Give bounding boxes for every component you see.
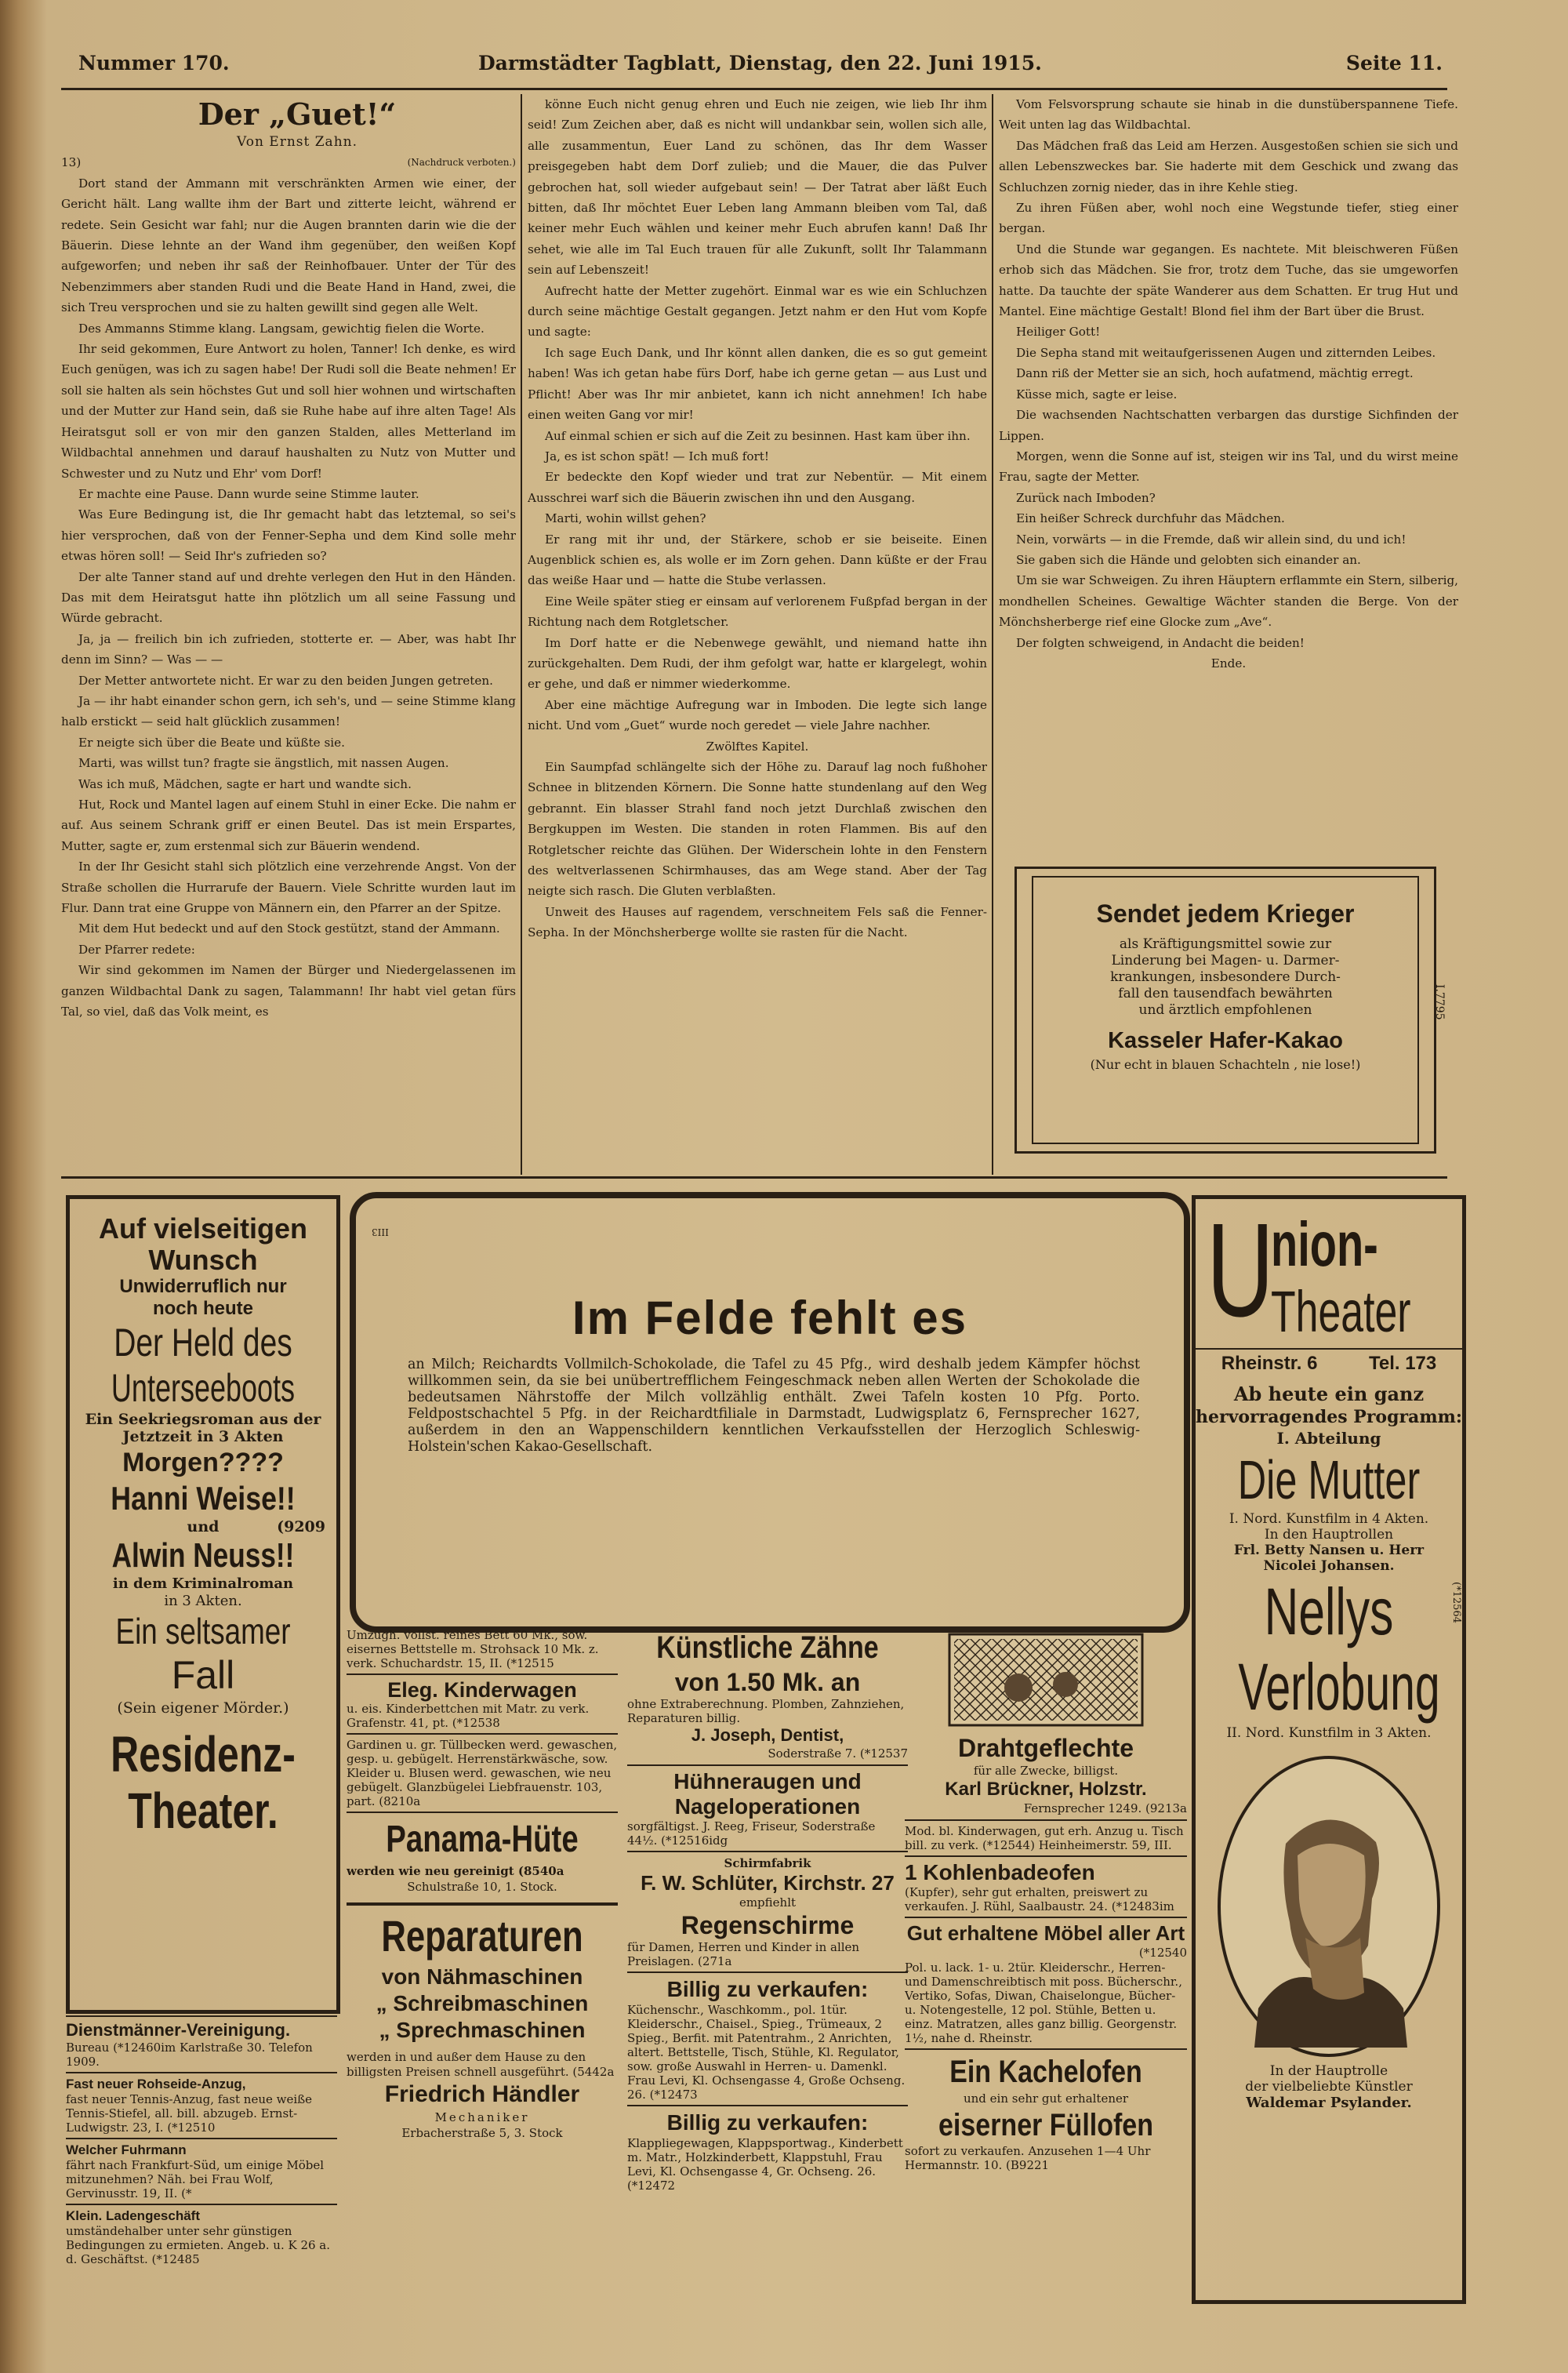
union-line-4: Die Mutter [1237, 1449, 1421, 1510]
union-logo [1196, 1196, 1462, 1350]
res-line-4: noch heute [152, 1298, 253, 1319]
story-paragraph: Das Mädchen fraß das Leid am Herzen. Ausgestoßen schien sie sich und allen Lebenszweckes bar. Sie haderte mit dem Geschick und zwang das Schluchzen zornig nieder, das in ihre Kehle stieg. [999, 138, 1458, 194]
billig1-title: Billig zu verkaufen: [666, 1977, 869, 2001]
story-paragraph: Der Pfarrer redete: [78, 942, 195, 957]
story-paragraph: Eine Weile später stieg er einsam auf verlorenem Fußpfad bergan in der Richtung nach dem Rotgletscher. [528, 594, 987, 630]
actor-portrait-image [1211, 1750, 1446, 2063]
kakao-code: I.7795 [1433, 984, 1446, 1020]
classified-ad-title: Welcher Fuhrmann [66, 2142, 187, 2157]
billig2-text: Klappliegewagen, Klappsportwag., Kinderbett m. Matr., Holzkinderbett, Klappstuhl, Frau Levi, Kl. Ochsengasse 4, Gr. Ochseng. 26. (*12472 [627, 2136, 903, 2193]
reprint-note: (Nachdruck verboten.) [407, 157, 516, 169]
story-paragraph: Zurück nach Imboden? [1016, 490, 1156, 505]
classified-ad-text: Bureau (*12460im Karlstraße 30. Telefon 1909. [66, 2040, 313, 2069]
kakao-product: Kasseler Hafer-Kakao [1108, 1028, 1343, 1053]
res-line-13: in dem Kriminalroman [112, 1575, 294, 1592]
story-paragraph: Der Metter antwortete nicht. Er war zu den beiden Jungen getreten. [78, 673, 493, 688]
story-paragraph: Ein heißer Schreck durchfuhr das Mädchen. [1016, 511, 1285, 526]
classified-ad-text: fährt nach Frankfurt-Süd, um einige Möbel mitzunehmen? Näh. bei Frau Wolf, Gervinusstr. 19, II. (* [66, 2158, 325, 2200]
small-ads-left [66, 2015, 337, 2345]
moebel-text: Pol. u. lack. 1- u. 2tür. Kleiderschr., Herren- und Damenschreibtisch mit poss. Bücherschr., Vertiko, Sofas, Diwan, Chaiselongue, Bücher- u. Notengestelle, 12 pol. Stühle, Betten u. einz. Matratzen, alles ganz billig. Georgenstr. 1½, nahe d. Rheinstr. [905, 1961, 1182, 2045]
union-line-13: der vielbeliebte Künstler [1245, 2079, 1413, 2095]
rep-text: werden in und außer dem Hause zu den billigsten Preisen schnell ausgeführt. (5442a [347, 2050, 615, 2079]
story-paragraph: Des Ammanns Stimme klang. Langsam, gewichtig fielen die Worte. [78, 321, 485, 336]
res-line-6: Unterseeboots [111, 1366, 296, 1410]
story-paragraph: könne Euch nicht genug ehren und Euch nie zeigen, wie lieb Ihr ihm seid! Zum Zeichen aber, daß es nicht will undankbar sein, wollen sich alle, alle zusammentun, Euer Land zu schönen, das Ihr dem Wasser preisgegeben habt dem Dorf zulieb; und die Mauer, die das Pulver gebrochen hat, soll wieder aufgebaut sein! — Der Tatrat aber läßt Euch bitten, daß Ihr möchtet Euer Leben lang Ammann bleiben vom Tal, daß keiner mehr Euch wählen und keiner mehr Euch abrufen kann! Daß Ihr sehet, wie alle im Tal Euch trauen für alle Zukunft, sollt Ihr Talammann sein auf Lebenszeit! [528, 97, 987, 278]
zaehne-price: von 1.50 Mk. an [674, 1668, 861, 1696]
page-number: Seite 11. [1345, 52, 1443, 74]
story-paragraph: Aber eine mächtige Aufregung war in Imboden. Die legte sich lange nicht. Und vom „Guet“ wurde noch geredet — viele Jahre nachher. [528, 697, 987, 733]
union-line-11: II. Nord. Kunstfilm in 3 Akten. [1226, 1725, 1432, 1741]
story-paragraph: Morgen, wenn die Sonne auf ist, steigen wir ins Tal, und du wirst meine Frau, sagte der Metter. [999, 449, 1458, 485]
small-ads-col4 [905, 1628, 1187, 2345]
res-line-10: Hanni Weise!! [111, 1480, 296, 1517]
kakao-note: (Nur echt in blauen Schachteln , nie lose!) [1090, 1057, 1361, 1072]
fuellofen-title: eiserner Füllofen [938, 2108, 1153, 2142]
billig1-text: Küchenschr., Waschkomm., pol. 1tür. Kleiderschr., Chaisel., Spieg., Trümeaux, 2 Spieg., Berfit. mit Patentrahm., 2 Anrichten, altert. Bettstelle, Tisch, Stühle, Kl. Regulator, sow. große Auswahl in Herren- u. Damenkl. Frau Levi, Kl. Ochsengasse 4, Große Ochseng. 26. (*12473 [627, 2003, 906, 2102]
story-title: Der „Guet!“ [198, 97, 397, 132]
drahtgeflechte-title: Drahtgeflechte [957, 1734, 1134, 1762]
kakao-title: Sendet jedem Krieger [1096, 899, 1355, 928]
union-code: (*12564 [1450, 1582, 1462, 1623]
story-paragraph: Was Eure Bedingung ist, die Ihr gemacht habt das letztemal, so sei's hier versprochen, daß von der Fenner-Sepha und dem Kind solle mehr etwas hören soll! — Seid Ihr's zufrieden so? [61, 507, 516, 564]
story-paragraph: Küsse mich, sagte er leise. [1016, 387, 1178, 402]
kakao-ad [1005, 859, 1446, 1161]
reparaturen-title: Reparaturen [381, 1911, 583, 1961]
classified-ad [66, 2138, 337, 2204]
kachelofen-text: und ein sehr gut erhaltener [963, 2091, 1129, 2106]
classified-ad-title: Dienstmänner-Vereinigung. [66, 2020, 291, 2040]
story-paragraph: Er machte eine Pause. Dann wurde seine Stimme lauter. [78, 486, 419, 501]
story-paragraph: In der Ihr Gesicht stahl sich plötzlich eine verzehrende Angst. Von der Straße schollen die Hurrarufe der Bauern. Viele Schritte wurden laut im Flur. Dann trat eine Gruppe von Männern ein, den Pfarrer an der Spitze. [61, 859, 516, 916]
story-paragraph: Im Dorf hatte er die Nebenwege gewählt, und niemand hatte ihn zurückgehalten. Dem Rudi, der ihm gefolgt war, hatte er klargelegt, wohin er gehe, und daß er nimmer wiederkomme. [528, 635, 987, 692]
union-contact [1196, 1350, 1462, 1378]
rep-name: Friedrich Händler [384, 2081, 580, 2107]
story-column-3 [999, 94, 1458, 849]
kakao-line: Linderung bei Magen- u. Darmer- [1111, 953, 1340, 968]
kakao-line: krankungen, insbesondere Durch- [1110, 969, 1341, 985]
story-paragraph: Mit dem Hut bedeckt und auf den Stock gestützt, stand der Ammann. [78, 921, 500, 936]
schirm-text: für Damen, Herren und Kinder in allen Preislagen. (271a [627, 1940, 860, 1968]
panama-address: Schulstraße 10, 1. Stock. [407, 1880, 557, 1894]
res-line-11-row [70, 1517, 336, 1536]
story-paragraph: Heiliger Gott! [1016, 325, 1101, 340]
union-line-12: In der Hauptrolle [1269, 2063, 1388, 2079]
res-line-12: Alwin Neuss!! [111, 1536, 295, 1575]
classified-ad [66, 2015, 337, 2072]
story-paragraph: Er neigte sich über die Beate und küßte sie. [78, 735, 345, 750]
moebel-code: (*12540 [1138, 1946, 1187, 1960]
res-line-16: Fall [171, 1653, 235, 1697]
union-line-6: In den Hauptrollen [1264, 1527, 1394, 1543]
issue-number: Nummer 170. [78, 52, 230, 74]
drahtgeflechte-text: für alle Zwecke, billigst. [973, 1764, 1119, 1778]
res-line-18: Residenz- [111, 1726, 296, 1782]
union-big-letter: U [1207, 1196, 1274, 1345]
story-paragraph: Der alte Tanner stand auf und drehte verlegen den Hut in den Händen. Das mit dem Heiratsgut hatte ihn plötzlich um all seine Fassung und Würde gebracht. [61, 569, 516, 626]
story-paragraph: Er rang mit ihr und, der Stärkere, schob er sie beiseite. Einen Augenblick schien es, als wolle er im Zorn gehen. Dann küßte er der Frau das weiße Haar und — hatte die Stube verlassen. [528, 532, 987, 588]
wire-mesh-image [948, 1633, 1144, 1727]
story-paragraph: Zu ihren Füßen aber, wohl noch eine Wegstunde tiefer, stieg einer bergan. [999, 201, 1458, 236]
panama-title: Panama-Hüte [386, 1819, 579, 1860]
union-name-2: Theater [1271, 1279, 1411, 1344]
reichardt-chocolate-ad [350, 1192, 1190, 1633]
union-line-1: Ab heute ein ganz [1233, 1383, 1425, 1405]
zaehne-address: Soderstraße 7. (*12537 [768, 1746, 908, 1761]
story-paragraph: Was ich muß, Mädchen, sagte er hart und wandte sich. [78, 776, 412, 791]
rep-address: Erbacherstraße 5, 3. Stock [401, 2126, 563, 2140]
billig2-title: Billig zu verkaufen: [666, 2110, 869, 2135]
res-code: (9209 [277, 1518, 325, 1535]
small-ads-col2 [347, 1628, 618, 2345]
classified-ad-title: Klein. Ladengeschäft [66, 2208, 200, 2223]
reichardt-text: an Milch; Reichardts Vollmilch-Schokolade, die Tafel zu 45 Pfg., wird deshalb jedem Kämpfer höchst willkommen sein, da sie bei unübertrefflichem Feingeschmack neben allen Werten der Schokolade die bedeutsamen Nährstoffe der Milch vollzählig enthält. Zwei Tafeln kosten 10 Pfg. Porto. Feldpostschachtel 5 Pfg. in der Reichardtfiliale in Darmstadt, Ludwigsplatz 6, Fernsprecher 1627, außerdem in den an Wappenschildern kenntlichen Verkaufsstellen der Herzoglich Schleswig-Holstein'schen Kakao-Gesellschaft. [408, 1357, 1140, 1455]
story-paragraph: Zwölftes Kapitel. [706, 739, 809, 754]
classified-ad-text: umständehalber unter sehr günstigen Bedingungen zu ermieten. Angeb. u. K 26 a. d. Geschäftst. (*12485 [66, 2224, 331, 2266]
story-paragraph: Marti, was willst tun? fragte sie ängstlich, mit nassen Augen. [78, 756, 449, 771]
zaehne-title: Künstliche Zähne [656, 1630, 879, 1665]
story-meta [61, 152, 516, 173]
story-paragraph: Ihr seid gekommen, Eure Antwort zu holen, Tanner! Ich denke, es wird Euch genügen, was ich zu sagen habe! Der Rudi soll die Beate nehmen! Er soll sie halten als sein höchstes Gut und soll hier wohnen und wirtschaften und der Mutter zur Hand sein, daß sie Ruhe habe auf ihre alten Tage! Als Heiratsgut soll er von mir den ganzen Stalden, alles Metterland im Wildbachtal annehmen und darauf haushalten zu Nutz von Mutter und Schwester und zu Nutz und Ehr' vom Dorf! [61, 342, 516, 481]
story-paragraph: Ende. [1210, 656, 1247, 670]
union-line-8: Nicolei Johansen. [1263, 1558, 1395, 1574]
res-line-11: und [187, 1518, 220, 1535]
gardinen-ad: Gardinen u. gr. Tüllbecken werd. gewaschen, gesp. u. gebügelt. Herrenstärkwäsche, sow. Kleider u. Blusen werd. gewaschen, wie neu gebügelt. Glanzbügelei Liebfrauenstr. 103, part. (8210a [347, 1738, 618, 1808]
union-line-10: Verlobung [1238, 1650, 1440, 1724]
res-line-15: Ein seltsamer [115, 1611, 291, 1652]
kachelofen-title: Ein Kachelofen [949, 2055, 1142, 2089]
story-paragraph: Marti, wohin willst gehen? [545, 511, 706, 526]
story-paragraph: Ja — ihr habt einander schon gern, ich seh's, und — seine Stimme klang halb erstickt — seid halt glücklich zusammen! [61, 693, 516, 729]
story-paragraph: Unweit des Hauses auf ragendem, verschneitem Fels saß die Fenner-Sepha. In der Mönchsherberge wollte sie rasten für die Nacht. [528, 904, 987, 940]
res-line-9: Morgen???? [122, 1448, 284, 1477]
schirm-name: F. W. Schlüter, Kirchstr. 27 [641, 1871, 895, 1895]
story-paragraph: Auf einmal schien er sich auf die Zeit zu besinnen. Hast kam über ihn. [545, 428, 971, 443]
drahtgeflechte-name: Karl Brückner, Holzstr. [945, 1779, 1147, 1800]
column-divider-1 [521, 94, 522, 1175]
union-line-7: Frl. Betty Nansen u. Herr [1233, 1543, 1425, 1558]
classified-ad [66, 2204, 337, 2269]
story-author: Von Ernst Zahn. [237, 134, 358, 150]
kakao-line: als Kräftigungsmittel sowie zur [1119, 936, 1332, 952]
rep-job: Mechaniker [434, 2110, 530, 2124]
regenschirme-title: Regenschirme [681, 1911, 855, 1939]
story-paragraph: Wir sind gekommen im Namen der Bürger und Niedergelassenen im ganzen Wildbachtal Dank zu sagen, Talammann! Ihr habt viel getan fürs Tal, so viel, daß das Volk meint, es [61, 963, 516, 1019]
union-name-1: nion- [1271, 1209, 1378, 1279]
page-header [78, 52, 1443, 83]
union-theater-ad [1192, 1195, 1466, 2304]
reichardt-title: Im Felde fehlt es [572, 1292, 968, 1344]
zaehne-name: J. Joseph, Dentist, [691, 1725, 844, 1745]
story-paragraph: Hut, Rock und Mantel lagen auf einem Stuhl in einer Ecke. Die nahm er auf. Aus seinem Schrank griff er einen Beutel. Das ist mein Erspartes, Mutter, sagte er, zum erstenmal sich zur Bäuerin wendend. [61, 798, 516, 853]
residenz-theater-ad [66, 1195, 340, 2014]
schirm-empfiehlt: empfiehlt [739, 1895, 797, 1910]
chapter-number: 13) [61, 155, 82, 170]
zaehne-text: ohne Extraberechnung. Plomben, Zahnziehen, Reparaturen billig. [627, 1697, 905, 1725]
drahtgeflechte-tel: Fernsprecher 1249. (9213a [1023, 1801, 1187, 1815]
res-line-5: Der Held des [114, 1321, 292, 1365]
union-line-14: Waldemar Psylander. [1246, 2095, 1412, 2111]
rep-line-3: „ Sprechmaschinen [379, 2018, 586, 2042]
column-divider-2 [992, 94, 993, 1175]
story-paragraph: Der folgten schweigend, in Andacht die beiden! [1016, 635, 1305, 650]
hueneraugen-text: sorgfältigst. J. Reeg, Friseur, Soderstraße 44½. (*12516idg [627, 1819, 876, 1848]
union-address: Rheinstr. 6 [1221, 1353, 1318, 1374]
story-paragraph: Sie gaben sich die Hände und gelobten sich einander an. [1016, 552, 1361, 567]
rep-line-1: von Nähmaschinen [381, 1964, 583, 1989]
story-paragraph: Ich sage Euch Dank, und Ihr könnt allen danken, die es so gut gemeint haben! Was ich getan habe fürs Dorf, habe ich gerne getan — aus Lust und Pflicht! Aber was Ihr mir anbietet, kann ich nicht annehmen! Ich habe einen weiten Gang vor mir! [528, 345, 987, 423]
story-paragraph: Ja, ja — freilich bin ich zufrieden, stotterte er. — Aber, was habt Ihr denn im Sinn? — Was — — [61, 631, 516, 667]
hueneraugen-title: Hühneraugen und Nageloperationen [673, 1769, 862, 1819]
small-ads-col3 [627, 1628, 908, 2345]
story-paragraph: Dann riß der Metter sie an sich, hoch aufatmend, mächtig erregt. [1016, 366, 1414, 381]
res-line-14: in 3 Akten. [164, 1593, 242, 1609]
res-line-3: Unwiderruflich nur [119, 1276, 287, 1297]
union-line-3: I. Abteilung [1276, 1429, 1381, 1448]
rep-line-2: „ Schreibmaschinen [376, 1991, 589, 2015]
kohlenbadeofen-text: (Kupfer), sehr gut erhalten, preiswert zu verkaufen. J. Rühl, Saalbaustr. 24. (*12483im [905, 1885, 1174, 1913]
schirm-top: Schirmfabrik [724, 1856, 811, 1870]
fuellofen-text: sofort zu verkaufen. Anzusehen 1—4 Uhr Hermannstr. 10. (B9221 [905, 2144, 1151, 2172]
kakao-line: und ärztlich empfohlenen [1138, 1002, 1312, 1018]
res-line-1: Auf vielseitigen [98, 1212, 308, 1245]
story-paragraph: Die Sepha stand mit weitaufgerissenen Augen und zitternden Leibes. [1016, 345, 1436, 360]
kinderwagen2-ad: Mod. bl. Kinderwagen, gut erh. Anzug u. Tisch bill. zu verk. (*12544) Heinheimerstr. 59, III. [905, 1824, 1184, 1852]
union-line-9: Nellys [1264, 1575, 1394, 1648]
story-paragraph: Nein, vorwärts — in die Fremde, daß wir allein sind, du und ich! [1016, 532, 1406, 547]
newspaper-dateline: Darmstädter Tagblatt, Dienstag, den 22. Juni 1915. [478, 52, 1042, 74]
umzug-ad: Umzugh. vollst. reines Bett 60 Mk., sow. eisernes Bettstelle m. Strohsack 10 Mk. z. verk. Schuchardstr. 15, II. (*12515 [347, 1628, 599, 1670]
story-paragraph: Um sie war Schweigen. Zu ihren Häuptern erflammte ein Stern, silberig, mondhellen Scheines. Gewaltige Wächter standen die Berge. Von der Mönchsherberge rief eine Glocke zum „Ave“. [999, 573, 1458, 630]
ads-separator [61, 1176, 1447, 1179]
union-line-2: hervorragendes Programm: [1196, 1407, 1462, 1427]
story-paragraph: Und die Stunde war gegangen. Es nachtete. Mit bleischweren Füßen erhob sich das Mädchen. Sie fror, trotz dem Tuche, das sie umgeworfen hatte. Da tauchte der späte Wanderer aus dem Schatten. Er trug Hut und Mantel. Eine mächtige Gestalt! Blond fiel ihm der Bart über die Brust. [999, 242, 1458, 319]
story-paragraph: Dort stand der Ammann mit verschränkten Armen wie einer, der Gericht hält. Lang wallte ihm der Bart und zitterte leicht, während er redete. Sein Gesicht war fahl; nur die Augen brannten darin wie die der Bäuerin. Diese lehnte an der Wand ihm gegenüber, den weißen Kopf aufgeworfen; und neben ihr saß der Reinhofbauer. Unter der Tür des Nebenzimmers aber standen Rudi und die Beate Hand in Hand, zwei, die sich Treu versprochen und sie zu halten gewillt sind gegen alle Welt. [61, 176, 516, 315]
classified-ad [66, 2072, 337, 2138]
story-paragraph: Die wachsenden Nachtschatten verbargen das durstige Sichfinden der Lippen. [999, 408, 1458, 443]
kinderwagen-text: u. eis. Kinderbettchen mit Matr. zu verk. Grafenstr. 41, pt. (*12538 [347, 1702, 590, 1730]
res-line-17: (Sein eigener Mörder.) [117, 1699, 289, 1717]
res-line-8: Jetztzeit in 3 Akten [122, 1428, 284, 1445]
kakao-text [1033, 936, 1417, 1019]
story-paragraph: Aufrecht hatte der Metter zugehört. Einmal war es wie ein Schluchzen durch seine mächtige Gestalt gegangen. Jetzt nahm er den Hut vom Kopfe und sagte: [528, 283, 987, 340]
res-line-7: Ein Seekriegsroman aus der [85, 1411, 321, 1428]
story-paragraph: Ein Saumpfad schlängelte sich der Höhe zu. Darauf lag noch fußhoher Schnee in blitzenden Körnern. Die Sonne hatte stundenlang auf den Weg gebrannt. Ein blasser Strahl fand noch jetzt Durchlaß zwischen den Bergkuppen im Westen. Die standen in roten Flammen. Bis auf den Rotgletscher reichte das Glühen. Der Widerschein lohte in den Fenstern des weltverlassenen Schirmhauses, das am Wege stand. Aber der Tag neigte sich rasch. Die Gluten verblaßten. [528, 760, 987, 899]
kohlenbadeofen-title: 1 Kohlenbadeofen [905, 1860, 1095, 1884]
header-rule [61, 88, 1447, 90]
classified-ad-title: Fast neuer Rohseide-Anzug, [66, 2077, 246, 2091]
panama-text: werden wie neu gereinigt (8540a [347, 1864, 564, 1878]
kakao-line: fall den tausendfach bewährten [1118, 986, 1333, 1001]
res-line-2: Wunsch [148, 1244, 258, 1276]
story-paragraph: Vom Felsvorsprung schaute sie hinab in die dunstüberspannene Tiefe. Weit unten lag das Wildbachtal. [999, 97, 1458, 133]
reichardt-code: III3 [372, 1226, 389, 1237]
kinderwagen-title: Eleg. Kinderwagen [387, 1678, 577, 1702]
moebel-title: Gut erhaltene Möbel aller Art [906, 1921, 1185, 1945]
res-line-19: Theater. [128, 1782, 278, 1839]
story-paragraph: Er bedeckte den Kopf wieder und trat zur Nebentür. — Mit einem Ausschrei warf sich die Bäuerin zwischen ihn und den Ausgang. [528, 470, 987, 505]
union-tel: Tel. 173 [1368, 1353, 1437, 1374]
story-paragraph: Ja, es ist schon spät! — Ich muß fort! [545, 449, 769, 463]
story-column-2 [528, 94, 987, 1170]
classified-ad-text: fast neuer Tennis-Anzug, fast neue weiße Tennis-Stiefel, all. bill. abzugeb. Ernst-Ludwigstr. 23, I. (*12510 [66, 2092, 313, 2135]
story-column-1 [61, 97, 516, 1170]
union-line-5: I. Nord. Kunstfilm in 4 Akten. [1229, 1511, 1429, 1527]
